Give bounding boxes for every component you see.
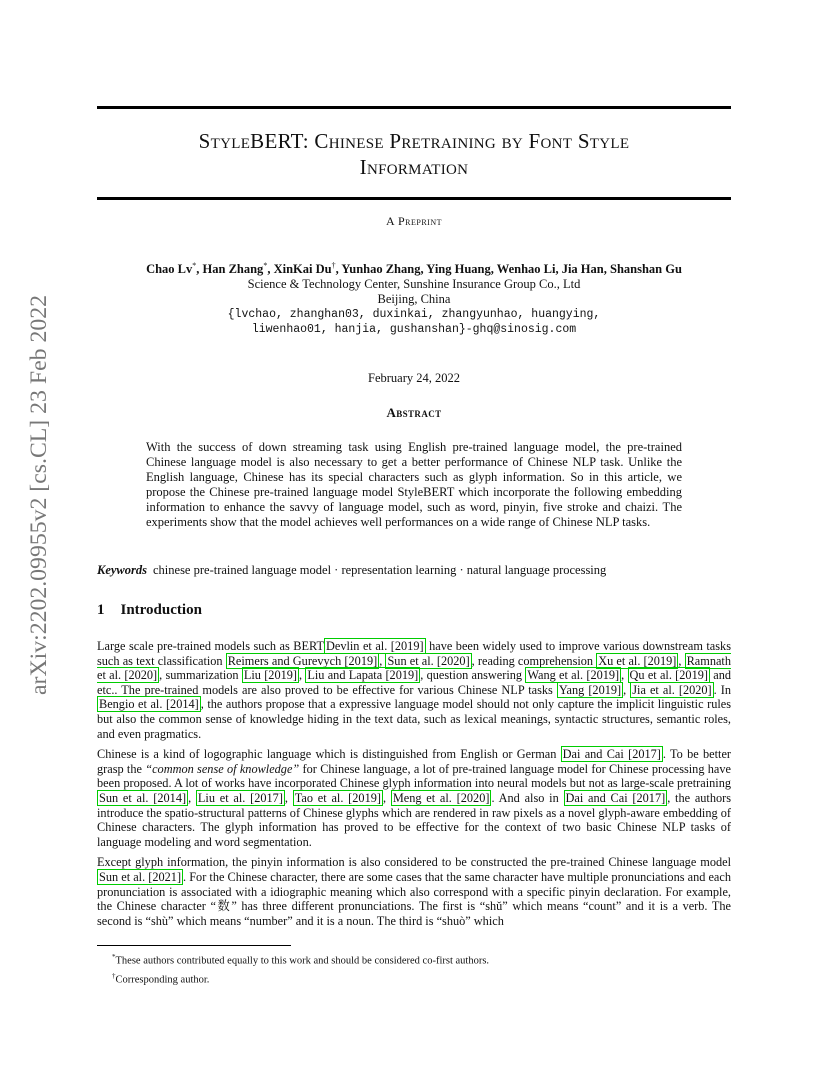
citation-link[interactable]: Bengio et al. [2014] (99, 697, 199, 712)
text: , (299, 668, 306, 683)
text: , (188, 790, 196, 805)
text: , the authors propose that a expressive language model should not only capture the implicit linguistic rules but also the common sense of knowledge hiding in the text data, such as lexical meanings, syntactic structures, semantic roles, and even pragmatics. (97, 697, 731, 741)
citation-link[interactable]: Devlin et al. [2019] (325, 639, 424, 653)
author-2: , Han Zhang (196, 262, 264, 277)
text: . And also in (491, 790, 564, 805)
text: Large scale pre-trained models such as BERT (97, 639, 324, 653)
text: Chinese is a kind of logographic language which is distinguished from English or German (97, 747, 561, 762)
paragraph-2 (97, 747, 731, 849)
citation-link[interactable]: Qu et al. [2019] (629, 668, 708, 683)
text: , (284, 790, 293, 805)
text: , (382, 790, 391, 805)
emphasis: “common sense of knowledge” (145, 761, 300, 776)
paper-title (97, 128, 731, 180)
citation-link[interactable]: Liu et al. [2017] (197, 790, 283, 805)
author-3: , XinKai Du (267, 262, 332, 277)
title-rule-top (97, 106, 731, 109)
citation-link[interactable]: Sun et al. [2020] (387, 653, 470, 668)
citation-link[interactable]: Yang [2019] (558, 682, 622, 697)
keywords (97, 563, 731, 578)
section-number: 1 (97, 602, 105, 618)
citation-link[interactable]: Ramnath et al. [2020] (97, 653, 731, 683)
citation-link[interactable]: Liu [2019] (243, 668, 297, 683)
footnotes (112, 950, 712, 987)
section-title: Introduction (120, 602, 202, 618)
text: for Chinese language, a lot of pre-trained language model for Chinese processing have been proposed. A lot of works have incorporated Chinese glyph information into neural models but not as large-scale pretraining (97, 761, 731, 791)
footnote-2-text: Corresponding author. (115, 974, 210, 985)
title-rule-bottom (97, 197, 731, 200)
preprint-label: A Preprint (385, 214, 442, 228)
text: . For the Chinese character, there are some cases that the same character have multiple pronunciations and each pronunciation is associated with a idiographic meaning which also correspond with a specific pinyin declaration. For example, the Chinese character “数” has three different pronunciations. The first is “shǔ” which means “count” and it is a verb. The second is “shù” which means “number” and it is a noun. The third is “shuò” which (97, 869, 731, 928)
footnote-1-mark: * (112, 953, 116, 961)
citation-link[interactable]: Meng et al. [2020] (392, 790, 490, 805)
emails-line-1: {lvchao, zhanghan03, duxinkai, zhangyunhao, huangying, (227, 308, 601, 322)
citation-link[interactable]: Liu and Lapata [2019] (307, 668, 419, 683)
text: and etc.. The pre-trained models are also proved to be effective for various Chinese NLP tasks (97, 668, 731, 697)
author-3-mark: † (331, 261, 336, 270)
keywords-text: chinese pre-trained language model · representation learning · natural language processing (153, 563, 607, 577)
other-authors: , Yunhao Zhang, Ying Huang, Wenhao Li, Jia Han, Shanshan Gu (335, 262, 682, 277)
affiliation: Science & Technology Center, Sunshine Insurance Group Co., Ltd (247, 277, 581, 292)
paragraph-3 (97, 855, 731, 928)
title-line-1: StyleBERT: Chinese Pretraining by Font Style (198, 129, 630, 153)
text: , (623, 682, 631, 697)
footnote-2 (112, 969, 712, 988)
text: have been widely used to improve various downstream tasks such as text classification (97, 639, 731, 668)
location: Beijing, China (377, 292, 451, 307)
footnote-2-mark: † (112, 971, 116, 980)
author-names (97, 258, 731, 277)
text: Except glyph information, the pinyin information is also considered to be constructed the pre-trained Chinese language model (97, 855, 731, 870)
paragraph-1 (97, 639, 731, 741)
section-heading (97, 602, 202, 619)
footnote-1-text: These authors contributed equally to this work and should be considered co-first authors. (115, 955, 490, 967)
abstract-text: With the success of down streaming task using English pre-trained language model, the pre-trained Chinese language model is also necessary to get a better performance of Chinese NLP task. Unlike the English language, Chinese has its special characters such as glyph information. So in this article, we propose the Chinese pre-trained language model StyleBERT which incorporate the following embedding information to enhance the savvy of language model, such as word, pinyin, five stroke and chaizi. The experiments show that the model achieves well performances on a wide range of Chinese NLP tasks. (146, 440, 682, 529)
paper-date: February 24, 2022 (368, 371, 460, 385)
text: , question answering (420, 668, 526, 683)
author-1: Chao Lv (146, 262, 193, 277)
citation-link[interactable]: Tao et al. [2019] (294, 790, 381, 805)
citation-link[interactable]: Reimers and Gurevych [2019] (227, 653, 378, 668)
author-1-mark: * (192, 261, 197, 270)
author-2-mark: * (263, 261, 268, 270)
citation-link[interactable]: Xu et al. [2019] (598, 653, 677, 668)
citation-link[interactable]: Jia et al. [2020] (632, 682, 712, 697)
citation-link[interactable]: Dai and Cai [2017] (565, 790, 666, 805)
citation-link[interactable]: Dai and Cai [2017] (562, 747, 661, 762)
arxiv-stamp-text: arXiv:2202.09955v2 [cs.CL] 23 Feb 2022 (26, 307, 51, 695)
footnote-1 (112, 950, 712, 969)
citation-link[interactable]: Sun et al. [2014] (99, 790, 187, 805)
text: , reading comprehension (471, 653, 597, 668)
text: , the authors introduce the spatio-structural patterns of Chinese glyphs which are rendered in raw pixels as a novel glyph-aware embedding of Chinese characters. The glyph information has proved to be effective for the context of two basic Chinese NLP tasks of language modeling and word segmentation. (97, 790, 732, 849)
body-text (97, 639, 731, 934)
title-line-2: Information (359, 155, 469, 179)
abstract-heading: Abstract (386, 405, 442, 420)
keywords-label: Keywords (97, 563, 147, 577)
footnote-rule (97, 945, 291, 946)
emails-line-2: liwenhao01, hanjia, gushanshan}-ghq@sinosig.com (251, 323, 577, 337)
citation-link[interactable]: Sun et al. [2021] (99, 869, 182, 884)
text: , (678, 653, 685, 668)
arxiv-stamp (16, 290, 56, 700)
citation-link[interactable]: Wang et al. [2019] (527, 668, 620, 683)
author-block (97, 258, 731, 337)
text: , (621, 668, 628, 683)
text: , (379, 653, 386, 668)
text: . To be better grasp the (97, 747, 731, 776)
text: , summarization (159, 668, 242, 683)
text: . In (713, 682, 731, 697)
